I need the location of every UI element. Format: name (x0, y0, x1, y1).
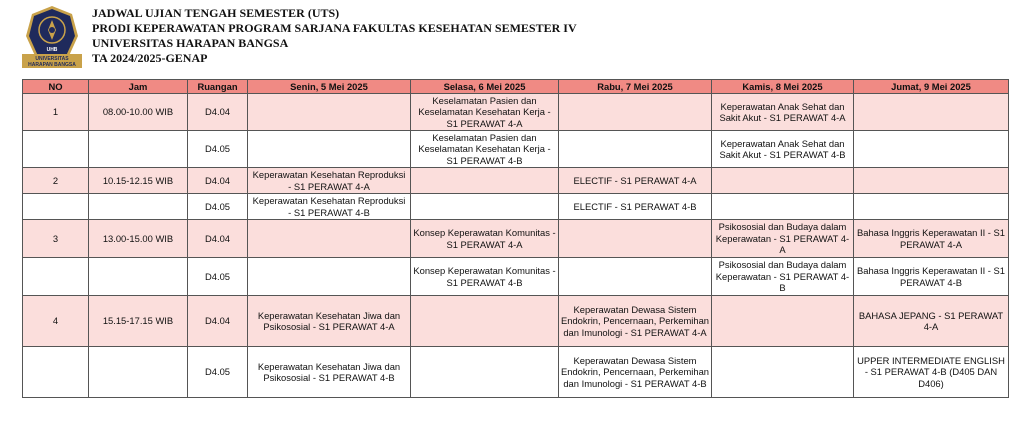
header-university: UNIVERSITAS HARAPAN BANGSA (92, 36, 289, 50)
table-row (23, 347, 1009, 398)
kamis-cell: Keperawatan Anak Sehat dan Sakit Akut - S1 PERAWAT 4-A (712, 94, 854, 131)
room-cell: D4.04 (188, 296, 248, 347)
slot-number: 2 (23, 168, 89, 194)
slot-time: 13.00-15.00 WIB (89, 220, 188, 258)
slot-number-empty (23, 347, 89, 398)
jumat-cell (854, 131, 1009, 168)
slot-number: 3 (23, 220, 89, 258)
rabu-cell: ELECTIF - S1 PERAWAT 4-B (559, 194, 712, 220)
table-row (23, 194, 1009, 220)
col-header-kamis: Kamis, 8 Mei 2025 (712, 80, 854, 94)
col-header-selasa: Selasa, 6 Mei 2025 (411, 80, 559, 94)
col-header-ruangan: Ruangan (188, 80, 248, 94)
university-logo (22, 4, 82, 72)
col-header-senin: Senin, 5 Mei 2025 (248, 80, 411, 94)
document-header (92, 6, 577, 66)
table-row (23, 168, 1009, 194)
selasa-cell (411, 194, 559, 220)
col-header-rabu: Rabu, 7 Mei 2025 (559, 80, 712, 94)
rabu-cell (559, 94, 712, 131)
slot-number-empty (23, 194, 89, 220)
jumat-cell: BAHASA JEPANG - S1 PERAWAT 4-A (854, 296, 1009, 347)
slot-time-empty (89, 258, 188, 296)
table-row (23, 258, 1009, 296)
jumat-cell: Bahasa Inggris Keperawatan II - S1 PERAWAT 4-B (854, 258, 1009, 296)
senin-cell (248, 258, 411, 296)
slot-time-empty (89, 347, 188, 398)
senin-cell (248, 131, 411, 168)
jumat-cell (854, 168, 1009, 194)
slot-time: 10.15-12.15 WIB (89, 168, 188, 194)
col-header-jam: Jam (89, 80, 188, 94)
kamis-cell: Keperawatan Anak Sehat dan Sakit Akut - S1 PERAWAT 4-B (712, 131, 854, 168)
slot-time-empty (89, 131, 188, 168)
slot-number-empty (23, 258, 89, 296)
selasa-cell: Keselamatan Pasien dan Keselamatan Kesehatan Kerja - S1 PERAWAT 4-B (411, 131, 559, 168)
rabu-cell: Keperawatan Dewasa Sistem Endokrin, Pencernaan, Perkemihan dan Imunologi - S1 PERAWAT 4-A (559, 296, 712, 347)
kamis-cell (712, 168, 854, 194)
kamis-cell: Psikososial dan Budaya dalam Keperawatan - S1 PERAWAT 4-A (712, 220, 854, 258)
slot-number-empty (23, 131, 89, 168)
kamis-cell (712, 194, 854, 220)
table-row (23, 220, 1009, 258)
room-cell: D4.05 (188, 131, 248, 168)
selasa-cell: Konsep Keperawatan Komunitas - S1 PERAWAT 4-A (411, 220, 559, 258)
jumat-cell: UPPER INTERMEDIATE ENGLISH - S1 PERAWAT 4-B (D405 DAN D406) (854, 347, 1009, 398)
jumat-cell (854, 94, 1009, 131)
senin-cell: Keperawatan Kesehatan Reproduksi - S1 PERAWAT 4-A (248, 168, 411, 194)
room-cell: D4.04 (188, 168, 248, 194)
rabu-cell (559, 258, 712, 296)
rabu-cell (559, 220, 712, 258)
table-row (23, 296, 1009, 347)
table-header-row (23, 80, 1009, 94)
logo-text-line2: HARAPAN BANGSA (28, 62, 76, 68)
senin-cell (248, 94, 411, 131)
senin-cell (248, 220, 411, 258)
selasa-cell (411, 296, 559, 347)
logo-text-line1: UNIVERSITAS (35, 56, 69, 62)
selasa-cell (411, 168, 559, 194)
senin-cell: Keperawatan Kesehatan Reproduksi - S1 PERAWAT 4-B (248, 194, 411, 220)
kamis-cell: Psikososial dan Budaya dalam Keperawatan - S1 PERAWAT 4-B (712, 258, 854, 296)
room-cell: D4.04 (188, 220, 248, 258)
rabu-cell: Keperawatan Dewasa Sistem Endokrin, Pencernaan, Perkemihan dan Imunologi - S1 PERAWAT 4-B (559, 347, 712, 398)
room-cell: D4.04 (188, 94, 248, 131)
room-cell: D4.05 (188, 194, 248, 220)
table-row (23, 94, 1009, 131)
col-header-jumat: Jumat, 9 Mei 2025 (854, 80, 1009, 94)
jumat-cell (854, 194, 1009, 220)
senin-cell: Keperawatan Kesehatan Jiwa dan Psikososial - S1 PERAWAT 4-A (248, 296, 411, 347)
rabu-cell: ELECTIF - S1 PERAWAT 4-A (559, 168, 712, 194)
col-header-no: NO (23, 80, 89, 94)
selasa-cell: Keselamatan Pasien dan Keselamatan Kesehatan Kerja - S1 PERAWAT 4-A (411, 94, 559, 131)
kamis-cell (712, 347, 854, 398)
logo-top-text: UHB (46, 47, 58, 53)
exam-schedule-table (22, 79, 1009, 398)
header-academic-year: TA 2024/2025-GENAP (92, 51, 208, 65)
room-cell: D4.05 (188, 258, 248, 296)
slot-time: 08.00-10.00 WIB (89, 94, 188, 131)
selasa-cell (411, 347, 559, 398)
room-cell: D4.05 (188, 347, 248, 398)
senin-cell: Keperawatan Kesehatan Jiwa dan Psikososial - S1 PERAWAT 4-B (248, 347, 411, 398)
slot-number: 4 (23, 296, 89, 347)
table-row (23, 131, 1009, 168)
slot-time-empty (89, 194, 188, 220)
slot-time: 15.15-17.15 WIB (89, 296, 188, 347)
header-title: JADWAL UJIAN TENGAH SEMESTER (UTS) (92, 6, 340, 20)
header-program: PRODI KEPERAWATAN PROGRAM SARJANA FAKULTAS KESEHATAN SEMESTER IV (92, 21, 577, 35)
kamis-cell (712, 296, 854, 347)
slot-number: 1 (23, 94, 89, 131)
rabu-cell (559, 131, 712, 168)
selasa-cell: Konsep Keperawatan Komunitas - S1 PERAWAT 4-B (411, 258, 559, 296)
jumat-cell: Bahasa Inggris Keperawatan II - S1 PERAWAT 4-A (854, 220, 1009, 258)
